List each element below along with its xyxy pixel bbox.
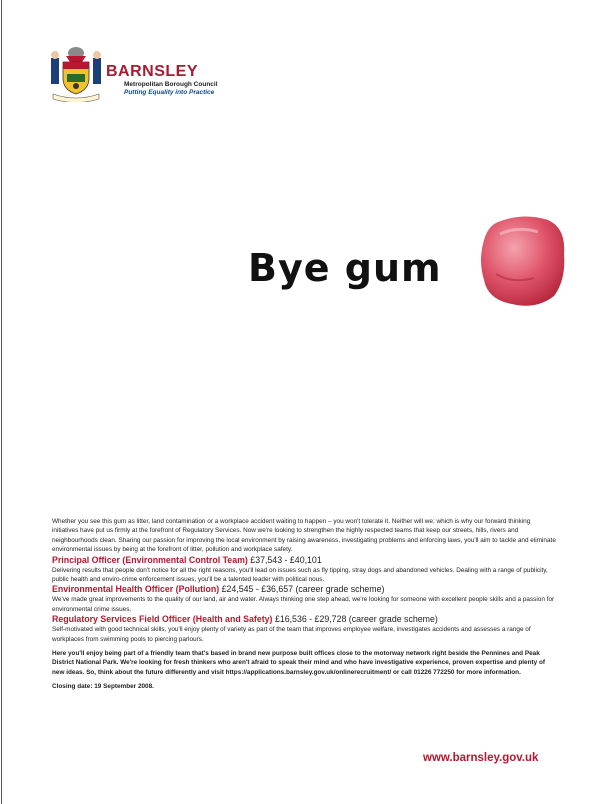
role-salary: £24,545 - £36,657 (career grade scheme) bbox=[221, 584, 385, 595]
brand-name: BARNSLEY bbox=[106, 63, 199, 80]
brand-subtitle: Metropolitan Borough Council bbox=[124, 81, 218, 88]
role-title: Principal Officer (Environmental Control Team) bbox=[52, 554, 248, 565]
role-description: Self-motivated with good technical skills, you'll enjoy plenty of variety as part of the team that improves employee welfare, investigates accidents and assesses a range of workplaces from swimming pools to piercing parlours. bbox=[52, 626, 531, 643]
role-heading bbox=[52, 584, 557, 595]
page-edge-line bbox=[1, 0, 2, 804]
closing-date: Closing date: 19 September 2008. bbox=[52, 683, 154, 691]
body-copy bbox=[52, 517, 557, 692]
council-logo bbox=[48, 44, 218, 104]
coat-of-arms-icon bbox=[48, 44, 104, 102]
role-heading bbox=[52, 614, 557, 625]
brand-tagline: Putting Equality into Practice bbox=[124, 89, 215, 96]
role-heading bbox=[52, 555, 557, 566]
website-link[interactable]: www.barnsley.gov.uk bbox=[423, 752, 539, 764]
intro-paragraph: Whether you see this gum as litter, land contamination or a workplace accident waiting to happen – you won't tolerate it. Neither will we; which is why our forward thinking initiatives have put us firmly at the forefront of Regulatory Services. Now we're looking to strengthen the highly respected teams that keep our streets, hills, rivers and neighbourhoods clean. Sharing our passion for improving the local environment by raising awareness, investigating problems and enforcing laws, you'll aim to tackle and eliminate environmental issues by being at the forefront of litter, pollution and workplace safety. bbox=[52, 518, 556, 554]
role-salary: £37,543 - £40,101 bbox=[250, 554, 322, 565]
closing-paragraph: Here you'll enjoy being part of a friendly team that's based in brand new purpose built offices close to the motorway network right beside the Pennines and Peak District National Park. We're looking for fresh thinkers who aren't afraid to speak their mind and who have investigative experience, proven expertise and plenty of new ideas. So, think about the future differently and visit https://applications.barnsley.gov.uk/onlinerecruitment/ or call 01226 772250 for more information. bbox=[52, 650, 545, 676]
role-salary: £16,536 - £29,728 (career grade scheme) bbox=[274, 614, 438, 625]
role-title: Regulatory Services Field Officer (Health and Safety) bbox=[52, 614, 273, 625]
chewing-gum-image bbox=[478, 214, 568, 310]
role-title: Environmental Health Officer (Pollution) bbox=[52, 584, 220, 595]
role-description: We've made great improvements to the quality of our land, air and water. Always thinking one step ahead, we're looking for someone with excellent people skills and a passion for environmental crime issues. bbox=[52, 596, 555, 613]
role-description: Delivering results that people don't notice for all the right reasons, you'll lead on issues such as fly tipping, stray dogs and abandoned vehicles. Dealing with a range of publicity, public health and enviro-crime enforcement issues, you'll be a talented leader with political nous. bbox=[52, 566, 548, 584]
headline: Bye gum bbox=[248, 246, 442, 290]
